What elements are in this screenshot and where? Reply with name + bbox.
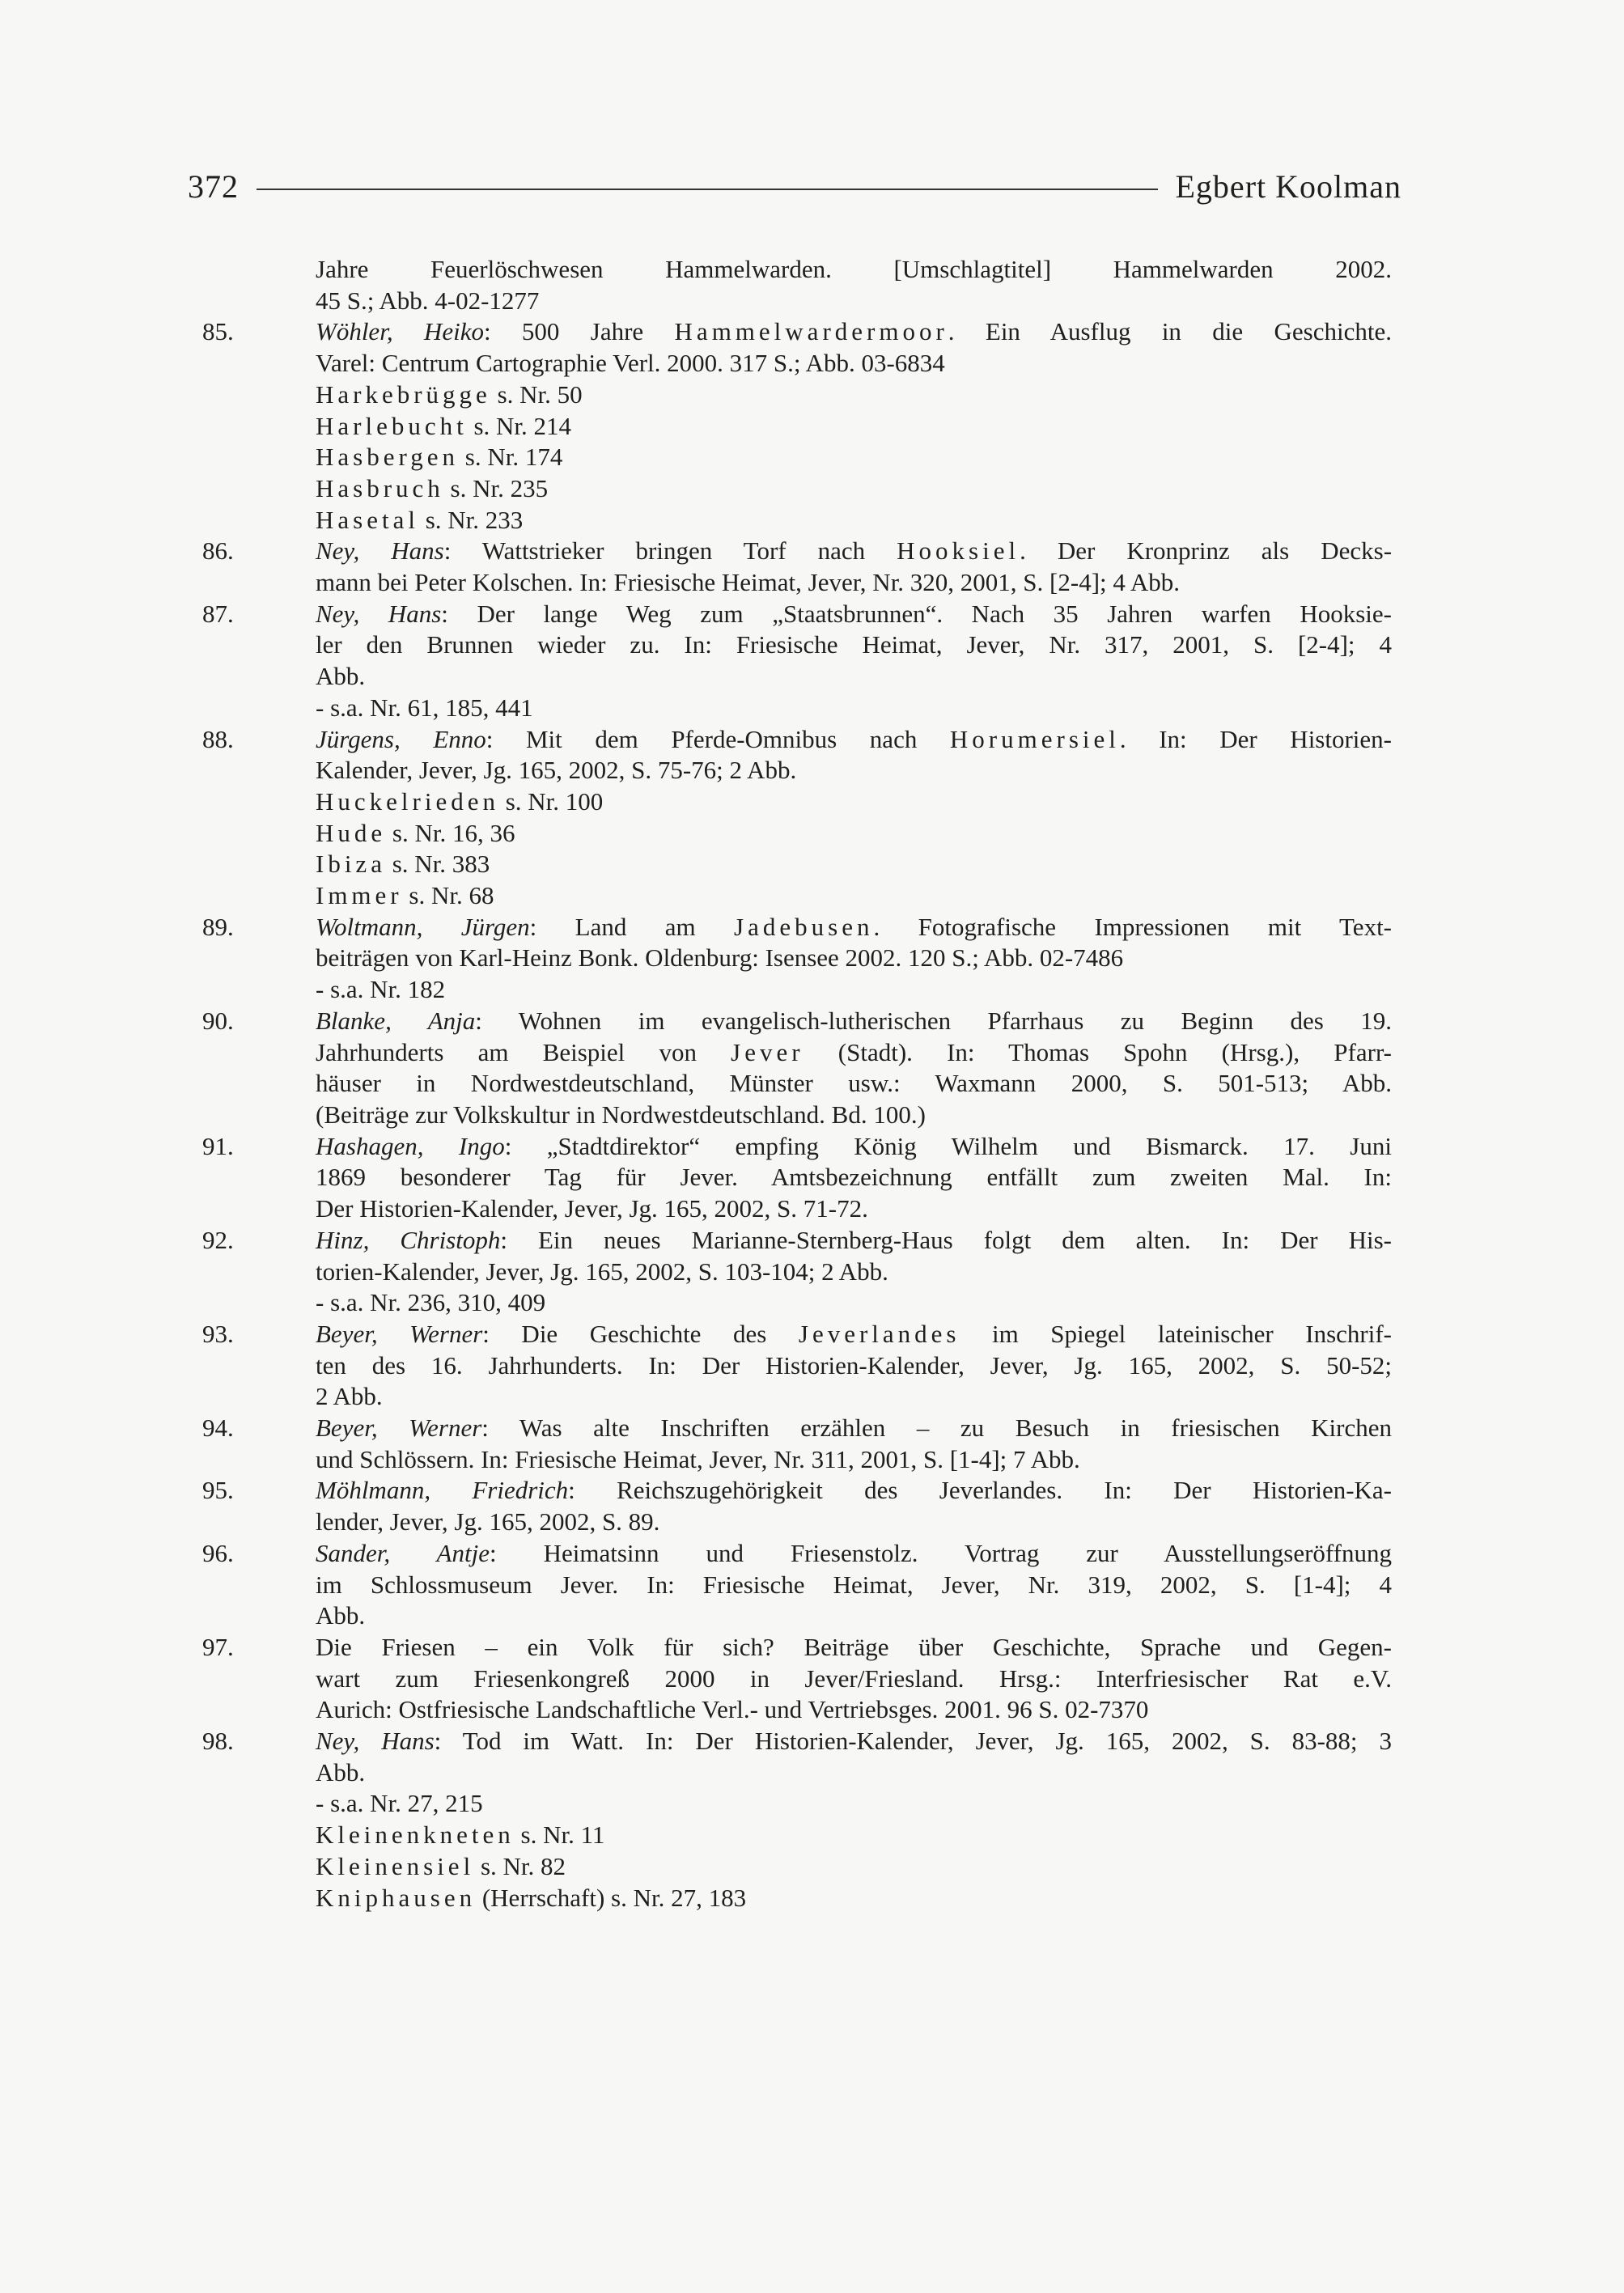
entry-line: (Beiträge zur Volkskultur in Nordwestdeutschland. Bd. 100.): [316, 1100, 926, 1129]
place-name: Immer: [316, 881, 403, 910]
list-item: [202, 1475, 1392, 1537]
reference-text: s. Nr. 214: [467, 411, 572, 440]
entry-text: Jahrhunderts am Beispiel von: [316, 1037, 731, 1066]
place-name: Hammelwardermoor: [674, 317, 948, 346]
entry-number: 92.: [202, 1225, 234, 1254]
place-name: Horumersiel: [949, 724, 1120, 753]
list-item: [202, 1225, 1392, 1319]
running-header-author: Egbert Koolman: [1175, 167, 1401, 205]
entry-author: Möhlmann, Friedrich: [316, 1476, 569, 1505]
place-name: Hasbruch: [316, 473, 444, 502]
entry-line: Der Historien-Kalender, Jever, Jg. 165, 2002, S. 71-72.: [316, 1194, 868, 1223]
list-item: [202, 786, 1392, 912]
entry-number: [202, 1820, 316, 1914]
list-item: [202, 1632, 1392, 1726]
running-header: [188, 162, 1401, 210]
entry-text: : Die Geschichte des: [482, 1319, 799, 1348]
entry-text: . Fotografische Impressionen mit Text-: [873, 912, 1392, 941]
entry-author: Ney, Hans: [316, 599, 442, 628]
place-name: Kleinenkneten: [316, 1820, 515, 1850]
entry-number: 91.: [202, 1131, 234, 1160]
entry-line: torien-Kalender, Jever, Jg. 165, 2002, S. 103-104; 2 Abb.: [316, 1257, 888, 1286]
entry-text: : „Stadtdirektor“ empfing König Wilhelm und Bismarck. 17. Juni: [504, 1131, 1392, 1160]
place-name: Jever: [731, 1037, 804, 1066]
entry-author: Jürgens, Enno: [316, 724, 486, 753]
entry-line: [316, 912, 1392, 943]
entry-line: Kalender, Jever, Jg. 165, 2002, S. 75-76; 2 Abb.: [316, 756, 797, 785]
place-name: Harkebrügge: [316, 379, 491, 409]
reference-text: s. Nr. 16, 36: [386, 818, 515, 847]
place-name: Hude: [316, 818, 387, 847]
entry-author: Woltmann, Jürgen: [316, 912, 530, 941]
entry-author: Wöhler, Heiko: [316, 317, 484, 346]
entry-text: : Wattstrieker bringen Torf nach: [443, 536, 897, 566]
entry-author: Hashagen, Ingo: [316, 1131, 505, 1160]
entry-line: Die Friesen – ein Volk für sich? Beiträge über Geschichte, Sprache und Gegen-: [316, 1632, 1392, 1661]
cross-reference: [316, 818, 1392, 850]
reference-text: s. Nr. 233: [418, 505, 524, 534]
entry-number: 93.: [202, 1319, 234, 1348]
reference-text: s. Nr. 11: [514, 1820, 605, 1850]
entry-author: Hinz, Christoph: [316, 1225, 501, 1254]
entry-number: 90.: [202, 1006, 234, 1035]
entry-number: [202, 379, 316, 536]
reference-text: s. Nr. 100: [498, 786, 604, 816]
entry-number: 86.: [202, 536, 234, 566]
entry-text: : Tod im Watt. In: Der Historien-Kalender, Jever, Jg. 165, 2002, S. 83-88; 3: [434, 1727, 1393, 1756]
entry-number: [202, 786, 316, 912]
entry-line: [316, 1037, 1392, 1069]
see-also-line: - s.a. Nr. 182: [316, 975, 446, 1004]
entry-text: : 500 Jahre: [483, 317, 675, 346]
entry-author: Ney, Hans: [316, 1727, 435, 1756]
reference-text: s. Nr. 68: [402, 881, 494, 910]
entry-text: (Stadt). In: Thomas Spohn (Hrsg.), Pfarr-: [804, 1037, 1392, 1066]
entry-line: 45 S.; Abb. 4-02-1277: [316, 286, 540, 315]
bibliography-list: [202, 254, 1392, 1914]
cross-reference: [316, 505, 1392, 536]
cross-reference: [316, 1883, 1392, 1914]
reference-text: s. Nr. 383: [385, 850, 490, 879]
place-name: Harlebucht: [316, 411, 468, 440]
entry-number: 88.: [202, 724, 234, 753]
list-item: [202, 1131, 1392, 1225]
entry-line: 1869 besonderer Tag für Jever. Amtsbezeichnung entfällt zum zweiten Mal. In:: [316, 1163, 1392, 1192]
entry-number: 98.: [202, 1727, 234, 1756]
place-name: Jeverlandes: [798, 1319, 960, 1348]
cross-reference: [316, 473, 1392, 505]
entry-text: . Der Kronprinz als Decks-: [1020, 536, 1393, 566]
reference-text: s. Nr. 174: [459, 443, 563, 472]
see-also-line: - s.a. Nr. 61, 185, 441: [316, 693, 533, 722]
entry-line: lender, Jever, Jg. 165, 2002, S. 89.: [316, 1507, 660, 1536]
entry-text: : Der lange Weg zum „Staatsbrunnen“. Nach 35 Jahren warfen Hooksie-: [441, 599, 1392, 628]
entry-line: ten des 16. Jahrhunderts. In: Der Historien-Kalender, Jever, Jg. 165, 2002, S. 50-52;: [316, 1350, 1392, 1380]
entry-number: 85.: [202, 317, 234, 346]
list-item: [202, 724, 1392, 786]
see-also-line: - s.a. Nr. 27, 215: [316, 1789, 483, 1818]
entry-line: [316, 1319, 1392, 1350]
entry-text: im Spiegel lateinischer Inschrif-: [960, 1319, 1392, 1348]
entry-number: 95.: [202, 1476, 234, 1505]
entry-number: [202, 254, 316, 316]
entry-text: : Reichszugehörigkeit des Jeverlandes. In: Der Historien-Ka-: [568, 1476, 1393, 1505]
entry-line: Aurich: Ostfriesische Landschaftliche Verl.- und Vertriebsges. 2001. 96 S. 02-7370: [316, 1695, 1149, 1724]
entry-line: [316, 536, 1392, 567]
entry-text: : Land am: [529, 912, 735, 941]
entry-line: Abb.: [316, 662, 366, 691]
place-name: Jadebusen: [734, 912, 874, 941]
reference-text: s. Nr. 82: [474, 1851, 566, 1880]
entry-author: Beyer, Werner: [316, 1319, 483, 1348]
place-name: Kniphausen: [316, 1883, 477, 1912]
list-item: [202, 1413, 1392, 1475]
cross-reference: [316, 379, 1392, 411]
entry-number: 96.: [202, 1538, 234, 1567]
entry-text: : Wohnen im evangelisch-lutherischen Pfarrhaus zu Beginn des 19.: [475, 1006, 1392, 1035]
entry-text: : Ein neues Marianne-Sternberg-Haus folgt dem alten. In: Der His-: [500, 1225, 1392, 1254]
entry-number: 94.: [202, 1414, 234, 1443]
entry-number: 89.: [202, 912, 234, 941]
entry-line: 2 Abb.: [316, 1382, 383, 1411]
entry-line: Abb.: [316, 1757, 366, 1787]
entry-text: : Was alte Inschriften erzählen – zu Besuch in friesischen Kirchen: [481, 1414, 1392, 1443]
cross-reference: [316, 880, 1392, 912]
list-item: [202, 1820, 1392, 1914]
place-name: Hasetal: [316, 505, 419, 534]
entry-line: im Schlossmuseum Jever. In: Friesische Heimat, Jever, Nr. 319, 2002, S. [1-4]; 4: [316, 1570, 1392, 1599]
entry-line: häuser in Nordwestdeutschland, Münster usw.: Waxmann 2000, S. 501-513; Abb.: [316, 1069, 1392, 1098]
list-item: [202, 1538, 1392, 1632]
entry-line: beiträgen von Karl-Heinz Bonk. Oldenburg: Isensee 2002. 120 S.; Abb. 02-7486: [316, 943, 1124, 973]
entry-line: Varel: Centrum Cartographie Verl. 2000. 317 S.; Abb. 03-6834: [316, 349, 945, 378]
entry-line: [316, 1225, 1392, 1257]
entry-line: Abb.: [316, 1601, 366, 1630]
list-item: [202, 912, 1392, 1006]
entry-line: [316, 1538, 1392, 1570]
reference-text: s. Nr. 235: [443, 473, 549, 502]
entry-line: Jahre Feuerlöschwesen Hammelwarden. [Umschlagtitel] Hammelwarden 2002.: [316, 255, 1392, 283]
reference-text: s. Nr. 50: [490, 379, 583, 409]
entry-text: : Heimatsinn und Friesenstolz. Vortrag zur Ausstellungseröffnung: [489, 1538, 1392, 1567]
entry-line: [316, 599, 1392, 630]
entry-text: : Mit dem Pferde-Omnibus nach: [486, 724, 950, 753]
entry-line: [316, 1726, 1392, 1757]
entry-author: Sander, Antje: [316, 1538, 490, 1567]
list-item: [202, 1319, 1392, 1413]
entry-author: Blanke, Anja: [316, 1006, 476, 1035]
place-name: Kleinensiel: [316, 1851, 475, 1880]
entry-line: wart zum Friesenkongreß 2000 in Jever/Friesland. Hrsg.: Interfriesischer Rat e.V.: [316, 1664, 1392, 1693]
place-name: Ibiza: [316, 850, 386, 879]
list-item: [202, 379, 1392, 536]
list-item: [202, 316, 1392, 379]
list-item: [202, 1726, 1392, 1820]
list-item: [202, 599, 1392, 724]
cross-reference: [316, 786, 1392, 818]
entry-text: . Ein Ausflug in die Geschichte.: [948, 317, 1392, 346]
list-item: [202, 1006, 1392, 1131]
entry-line: [316, 1475, 1392, 1507]
place-name: Hooksiel: [897, 536, 1020, 566]
entry-author: Beyer, Werner: [316, 1414, 482, 1443]
cross-reference: [316, 1851, 1392, 1883]
entry-line: [316, 724, 1392, 756]
entry-line: [316, 316, 1392, 348]
page-number: 372: [188, 167, 239, 205]
cross-reference: [316, 849, 1392, 880]
list-item: [202, 254, 1392, 316]
cross-reference: [316, 411, 1392, 443]
entry-number: 87.: [202, 599, 234, 628]
entry-line: [316, 1131, 1392, 1163]
entry-author: Ney, Hans: [316, 536, 444, 566]
entry-line: mann bei Peter Kolschen. In: Friesische Heimat, Jever, Nr. 320, 2001, S. [2-4]; 4 Abb.: [316, 568, 1181, 597]
place-name: Hasbergen: [316, 443, 459, 472]
entry-line: [316, 1413, 1392, 1444]
entry-line: und Schlössern. In: Friesische Heimat, Jever, Nr. 311, 2001, S. [1-4]; 7 Abb.: [316, 1444, 1080, 1473]
cross-reference: [316, 1820, 1392, 1851]
list-item: [202, 536, 1392, 598]
entry-line: ler den Brunnen wieder zu. In: Friesische Heimat, Jever, Nr. 317, 2001, S. [2-4]; 4: [316, 630, 1392, 659]
entry-number: 97.: [202, 1632, 234, 1661]
entry-line: [316, 1006, 1392, 1037]
entry-text: . In: Der Historien-: [1119, 724, 1393, 753]
place-name: Huckelrieden: [316, 786, 499, 816]
see-also-line: - s.a. Nr. 236, 310, 409: [316, 1288, 546, 1317]
reference-text: (Herrschaft) s. Nr. 27, 183: [476, 1883, 747, 1912]
cross-reference: [316, 442, 1392, 473]
header-rule: [257, 189, 1158, 190]
